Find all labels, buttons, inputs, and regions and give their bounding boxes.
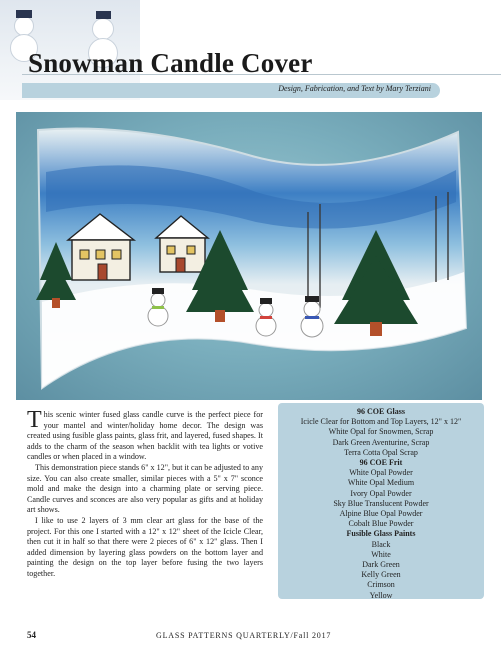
materials-item: Sky Blue Translucent Powder — [333, 498, 429, 508]
materials-item: White Opal for Snowmen, Scrap — [328, 427, 434, 437]
magazine-footer: GLASS PATTERNS QUARTERLY/Fall 2017 — [156, 631, 332, 640]
materials-box — [278, 403, 484, 599]
materials-item: Ivory Opal Powder — [350, 488, 412, 498]
materials-item: Dark Green Aventurine, Scrap — [332, 437, 430, 447]
materials-item: White Opal Medium — [347, 478, 415, 488]
materials-item: Dark Green — [362, 560, 400, 570]
candle-cover-photo — [16, 112, 482, 400]
materials-item: White — [371, 549, 391, 559]
materials-item: Terra Cotta Opal Scrap — [344, 447, 418, 457]
page-number: 54 — [27, 630, 36, 640]
paragraph-3: I like to use 2 layers of 3 mm clear art glass for the base of the project. For this one I started with a 12" x 12" sheet of the Icicle Clear, then cut it in half so that there were 2 pieces of 6" x 12" glass. Then I added dimension by layering glass powders on the bottom layer and painting the design on the top layer before fusing the two layers together. — [27, 515, 263, 578]
paragraph-2: This demonstration piece stands 6" x 12", but it can be adjusted to any size. You can also create smaller, similar pieces with a 5" x 7" sconce mold and make the design into a charming plate or serving piece. Candle curves and sconces are also very popular as gifts and at holiday art shows. — [27, 462, 263, 515]
materials-item: Kelly Green — [361, 570, 401, 580]
materials-item: Icicle Clear for Bottom and Top Layers, 12" x 12" — [300, 417, 462, 427]
materials-item: Alpine Blue Opal Powder — [339, 509, 423, 519]
byline: Design, Fabrication, and Text by Mary Terziani — [278, 84, 431, 93]
candle-cover-illustration — [16, 112, 482, 400]
paragraph-1: This scenic winter fused glass candle curve is the perfect piece for your mantel and winter/holiday home decor. The design was created using fusible glass paints, glass frit, and layered, fused shapes. It adds to the charm of the season when backlit with tea lights or votive candles or when placed in a window. — [27, 407, 263, 462]
page-title: Snowman Candle Cover — [28, 48, 313, 78]
materials-item: White Opal Powder — [349, 468, 413, 478]
materials-item: Yellow — [369, 590, 393, 600]
article-body — [27, 407, 263, 580]
materials-item: Crimson — [367, 580, 395, 590]
materials-item: Black — [371, 539, 391, 549]
materials-heading: Fusible Glass Paints — [346, 529, 416, 539]
materials-heading: 96 COE Frit — [359, 458, 403, 468]
materials-item: Cobalt Blue Powder — [348, 519, 414, 529]
drop-cap: T — [27, 407, 42, 433]
materials-heading: 96 COE Glass — [356, 407, 405, 416]
